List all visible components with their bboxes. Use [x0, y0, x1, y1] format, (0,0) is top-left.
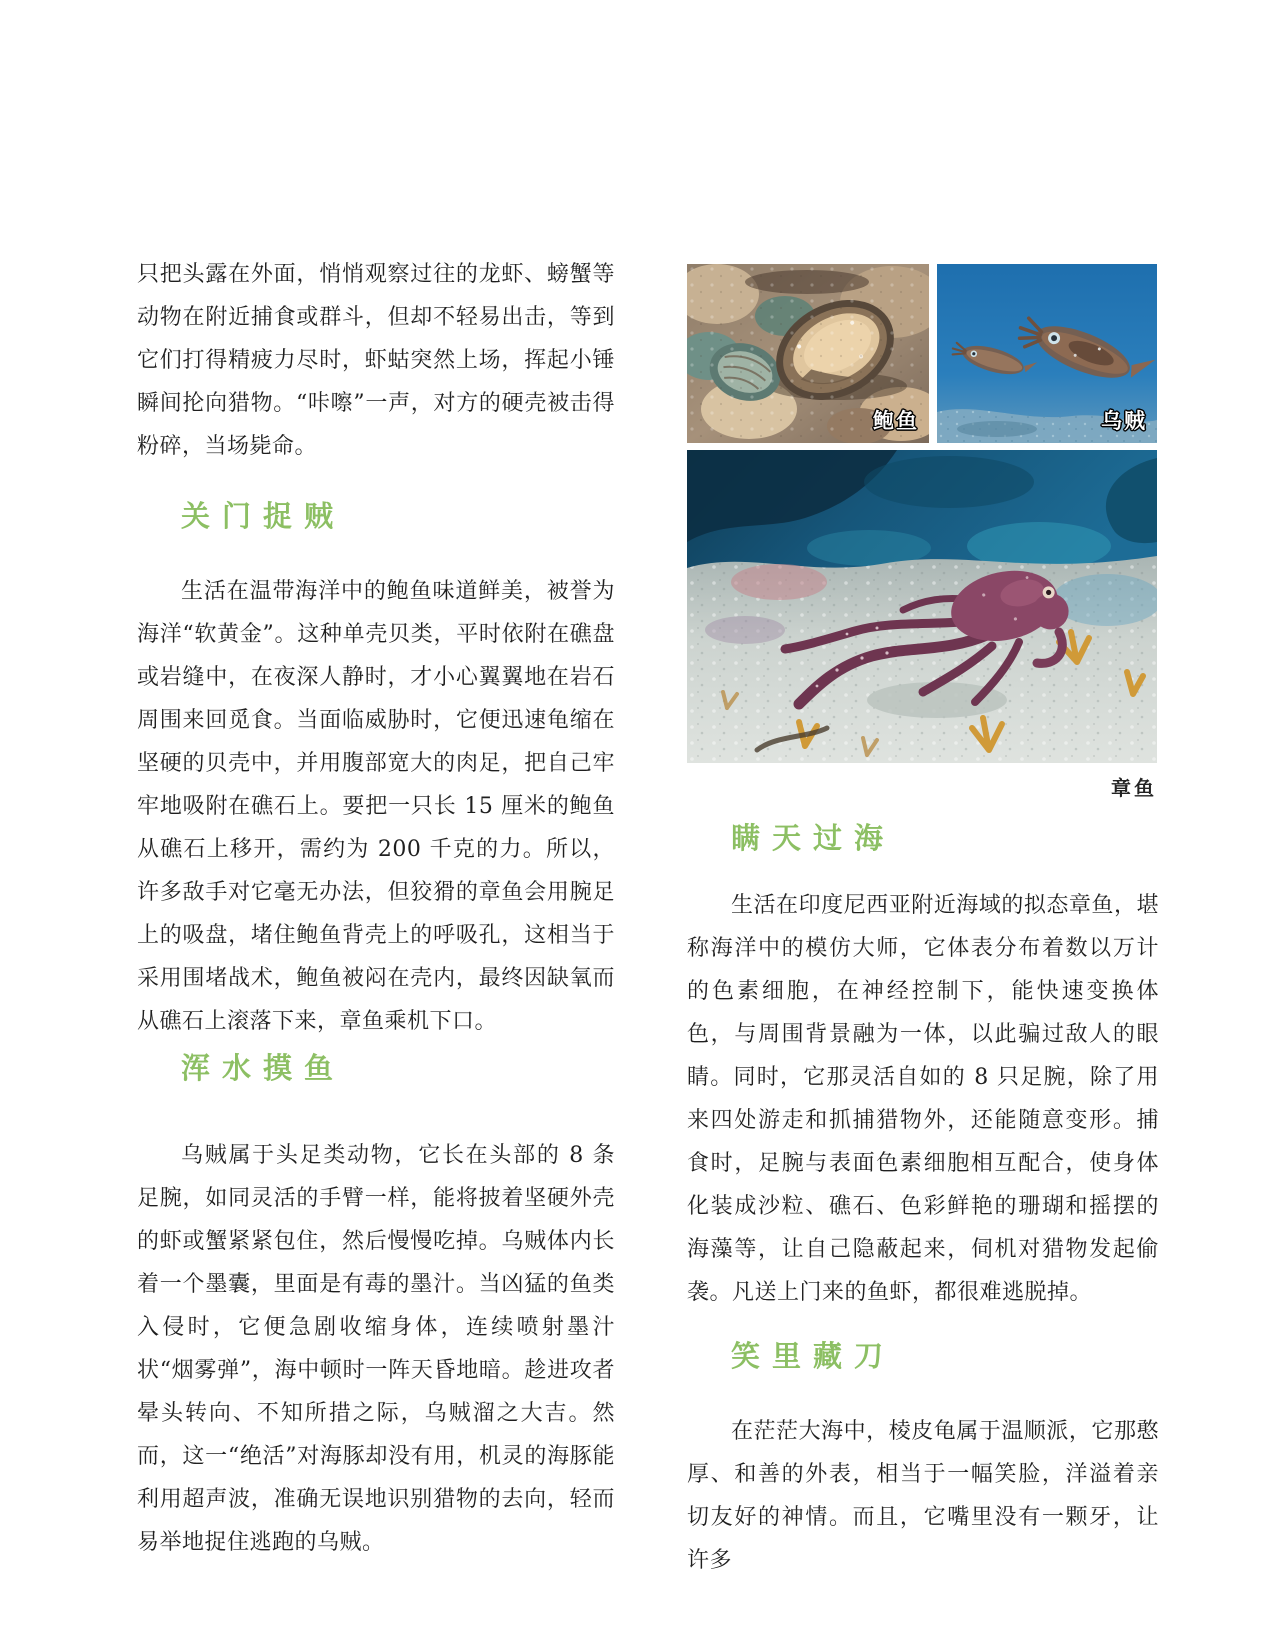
section-heading-hunshuimoyu: 浑水摸鱼: [181, 1051, 346, 1085]
section-heading-guanmenzhuozei: 关门捉贼: [181, 499, 346, 533]
octopus-photo: [687, 450, 1157, 763]
paragraph-mimic-octopus: 生活在印度尼西亚附近海域的拟态章鱼，堪称海洋中的模仿大师，它体表分布着数以万计的色素细胞，在神经控制下，能快速变换体色，与周围背景融为一体，以此骗过敌人的眼睛。同时，它那灵活自如的 8 只足腕，除了用来四处游走和抓捕猎物外，还能随意变形。捕食时，足腕与表面色素细胞相互配合，使身体化装成沙粒、礁石、色彩鲜艳的珊瑚和摇摆的海藻等，让自己隐蔽起来，伺机对猎物发起偷袭。凡送上门来的鱼虾，都很难逃脱掉。: [687, 893, 1159, 1305]
abalone-photo-label: 鲍鱼: [873, 409, 919, 433]
octopus-photo-art: [687, 450, 1157, 763]
paragraph-continuation: 只把头露在外面，悄悄观察过往的龙虾、螃蟹等动物在附近捕食或群斗，但却不轻易出击，等到它们打得精疲力尽时，虾蛄突然上场，挥起小锤瞬间抡向猎物。“咔嚓”一声，对方的硬壳被击得粉碎，当场毙命。: [137, 262, 615, 459]
section-heading-mantianguohai: 瞒天过海: [731, 821, 896, 855]
photo-row: [687, 264, 1157, 443]
abalone-photo: [687, 264, 929, 443]
paragraph-cuttlefish: 乌贼属于头足类动物，它长在头部的 8 条足腕，如同灵活的手臂一样，能将披着坚硬外壳的虾或蟹紧紧包住，然后慢慢吃掉。乌贼体内长着一个墨囊，里面是有毒的墨汁。当凶猛的鱼类入侵时，它便急剧收缩身体，连续喷射墨汁状“烟雾弹”，海中顿时一阵天昏地暗。趁进攻者晕头转向、不知所措之际，乌贼溜之大吉。然而，这一“绝活”对海豚却没有用，机灵的海豚能利用超声波，准确无误地识别猎物的去向，轻而易举地捉住逃跑的乌贼。: [137, 1143, 615, 1555]
cuttlefish-photo: [937, 264, 1157, 443]
paragraph-abalone: 生活在温带海洋中的鲍鱼味道鲜美，被誉为海洋“软黄金”。这种单壳贝类，平时依附在礁盘或岩缝中，在夜深人静时，才小心翼翼地在岩石周围来回觅食。当面临威胁时，它便迅速龟缩在坚硬的贝壳中，并用腹部宽大的肉足，把自己牢牢地吸附在礁石上。要把一只长 15 厘米的鲍鱼从礁石上移开，需约为 200 千克的力。所以，许多敌手对它毫无办法，但狡猾的章鱼会用腕足上的吸盘，堵住鲍鱼背壳上的呼吸孔，这相当于采用围堵战术，鲍鱼被闷在壳内，最终因缺氧而从礁石上滚落下来，章鱼乘机下口。: [137, 579, 615, 1034]
paragraph-leatherback: 在茫茫大海中，棱皮龟属于温顺派，它那憨厚、和善的外表，相当于一幅笑脸，洋溢着亲切友好的神情。而且，它嘴里没有一颗牙，让许多: [687, 1419, 1159, 1573]
cuttlefish-photo-label: 乌贼: [1101, 409, 1147, 433]
section-heading-xiaolicangdao: 笑里藏刀: [731, 1339, 896, 1373]
octopus-photo-caption: 章鱼: [1111, 776, 1157, 800]
